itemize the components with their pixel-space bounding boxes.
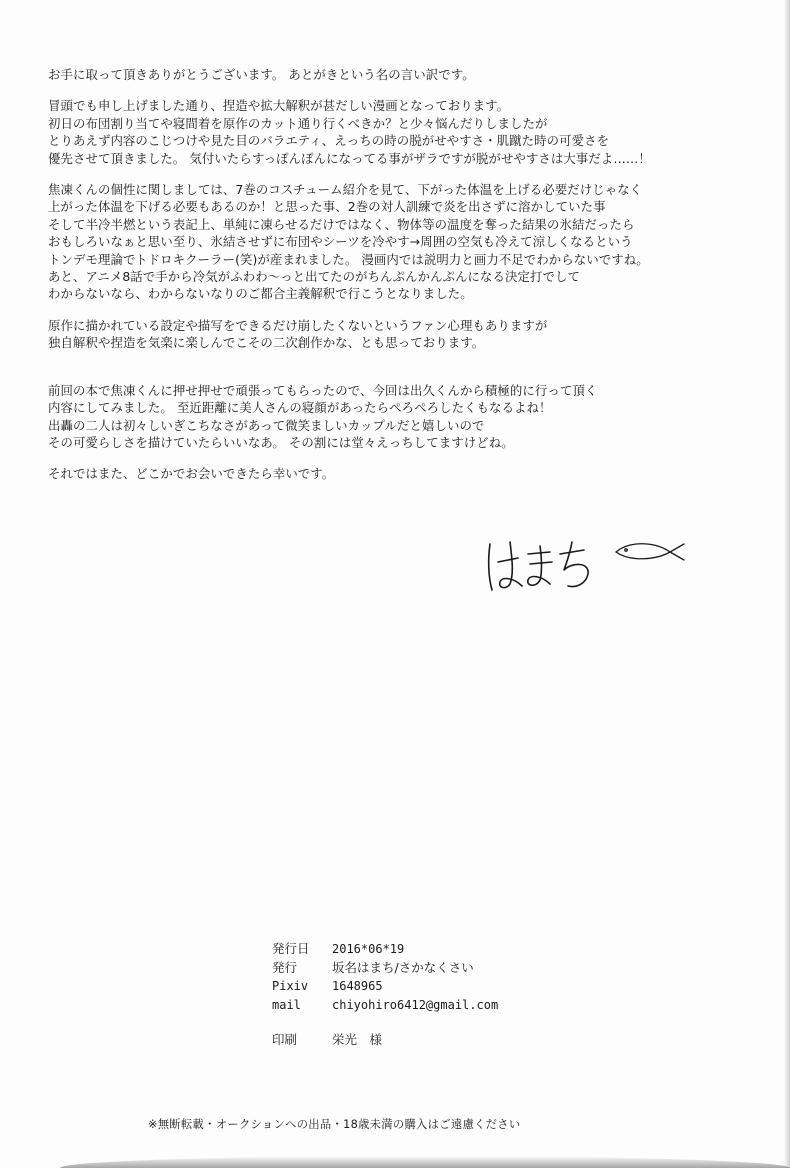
colophon-label: mail (272, 997, 301, 1012)
text-line: それではまた、どこかでお会いできたら幸いです。 (48, 466, 335, 482)
paragraph (48, 181, 768, 303)
paragraph (48, 317, 768, 352)
publisher-name: 坂名はまち/さかなくさい (332, 959, 474, 975)
colophon-row-print (272, 1031, 498, 1050)
colophon-row-mail (272, 996, 498, 1015)
text-line: 優先させて頂きました。 気付いたらすっぽんぽんになってる事がザラですが脱がせやすさは大事だよ……！ (48, 150, 651, 166)
colophon-row-pixiv (272, 977, 498, 996)
text-line: 初日の布団割り当てや寝間着を原作のカット通り行くべきか？と少々悩んだりしましたが (48, 115, 548, 131)
copyright-notice: ※無断転載・オークションへの出品・18歳未満の購入はご遠慮ください (148, 1118, 521, 1131)
colophon-label: Pixiv (272, 979, 309, 994)
text-line: 原作に描かれている設定や描写をできるだけ崩したくないというファン心理もありますが (48, 317, 548, 333)
fish-doodle-icon (616, 544, 684, 560)
signature-handwriting (489, 542, 588, 590)
signature (480, 528, 690, 602)
text-line: とりあえず内容のこじつけや見た目のバラエティ、えっちの時の脱がせやすさ・肌蹴た時の可愛さを (48, 133, 610, 149)
text-line: その可愛らしさを描けていたらいいなあ。 その割には堂々えっちしてますけどね。 (48, 434, 514, 450)
paragraph (48, 97, 768, 167)
text-line: 冒頭でも申し上げました通り、捏造や拡大解釈が甚だしい漫画となっております。 (48, 98, 510, 114)
text-line: 出轟の二人は初々しいぎこちなさがあって微笑ましいカップルだと嬉しいので (48, 417, 485, 433)
colophon-row-publisher (272, 959, 498, 978)
text-line: お手に取って頂きありがとうございます。 あとがきという名の言い訳です。 (48, 67, 475, 82)
publish-date: 2016*06*19 (332, 942, 405, 956)
text-line: あと、アニメ8話で手から冷気がふわわ〜っと出てたのがちんぷんかんぷんになる決定打でして (48, 269, 580, 285)
colophon-row-date (272, 940, 498, 959)
mail-address: chiyohiro6412@gmail.com (332, 997, 499, 1012)
paragraph (48, 465, 768, 482)
text-line: トンデモ理論でトドロキクーラー(笑)が産まれました。 漫画内では説明力と画力不足でわからないですね。 (48, 251, 649, 267)
text-line: 上がった体温を下げる必要もあるのか！と思った事、2巻の対人訓練で炎を出さずに溶かしていた事 (48, 199, 606, 215)
colophon-label: 発行日 (272, 941, 310, 956)
text-line: おもしろいなぁと思い至り、氷結させずに布団やシーツを冷やす→周囲の空気も冷えて涼しくなるという (48, 234, 633, 250)
text-line: 内容にしてみました。 至近距離に美人さんの寝顔があったらぺろぺろしたくもなるよね！ (48, 400, 552, 416)
pixiv-id: 1648965 (332, 979, 383, 994)
paragraph (48, 382, 768, 452)
page-edge-shadow (784, 0, 790, 1168)
printer-name: 栄光 様 (332, 1032, 383, 1048)
paragraph (48, 66, 768, 83)
page-bottom-shadow (60, 1156, 790, 1168)
afterword-text (48, 66, 768, 497)
colophon (272, 940, 498, 1050)
text-line: 前回の本で焦凍くんに押せ押せで頑張ってもらったので、今回は出久くんから積極的に行って頂く (48, 382, 598, 398)
text-line: わからないなら、わからないなりのご都合主義解釈で行こうとなりました。 (48, 286, 473, 302)
text-line: そして半冷半燃という表記上、単純に凍らせるだけではなく、物体等の温度を奪った結果の氷結だったら (48, 216, 635, 232)
text-line: 焦凍くんの個性に関しましては、7巻のコスチューム紹介を見て、下がった体温を上げる必要だけじゃなく (48, 182, 643, 198)
colophon-label: 印刷 (272, 1032, 298, 1048)
colophon-label: 発行 (272, 959, 298, 975)
text-line: 独自解釈や捏造を気楽に楽しんでこその二次創作かな、とも思っております。 (48, 335, 485, 351)
